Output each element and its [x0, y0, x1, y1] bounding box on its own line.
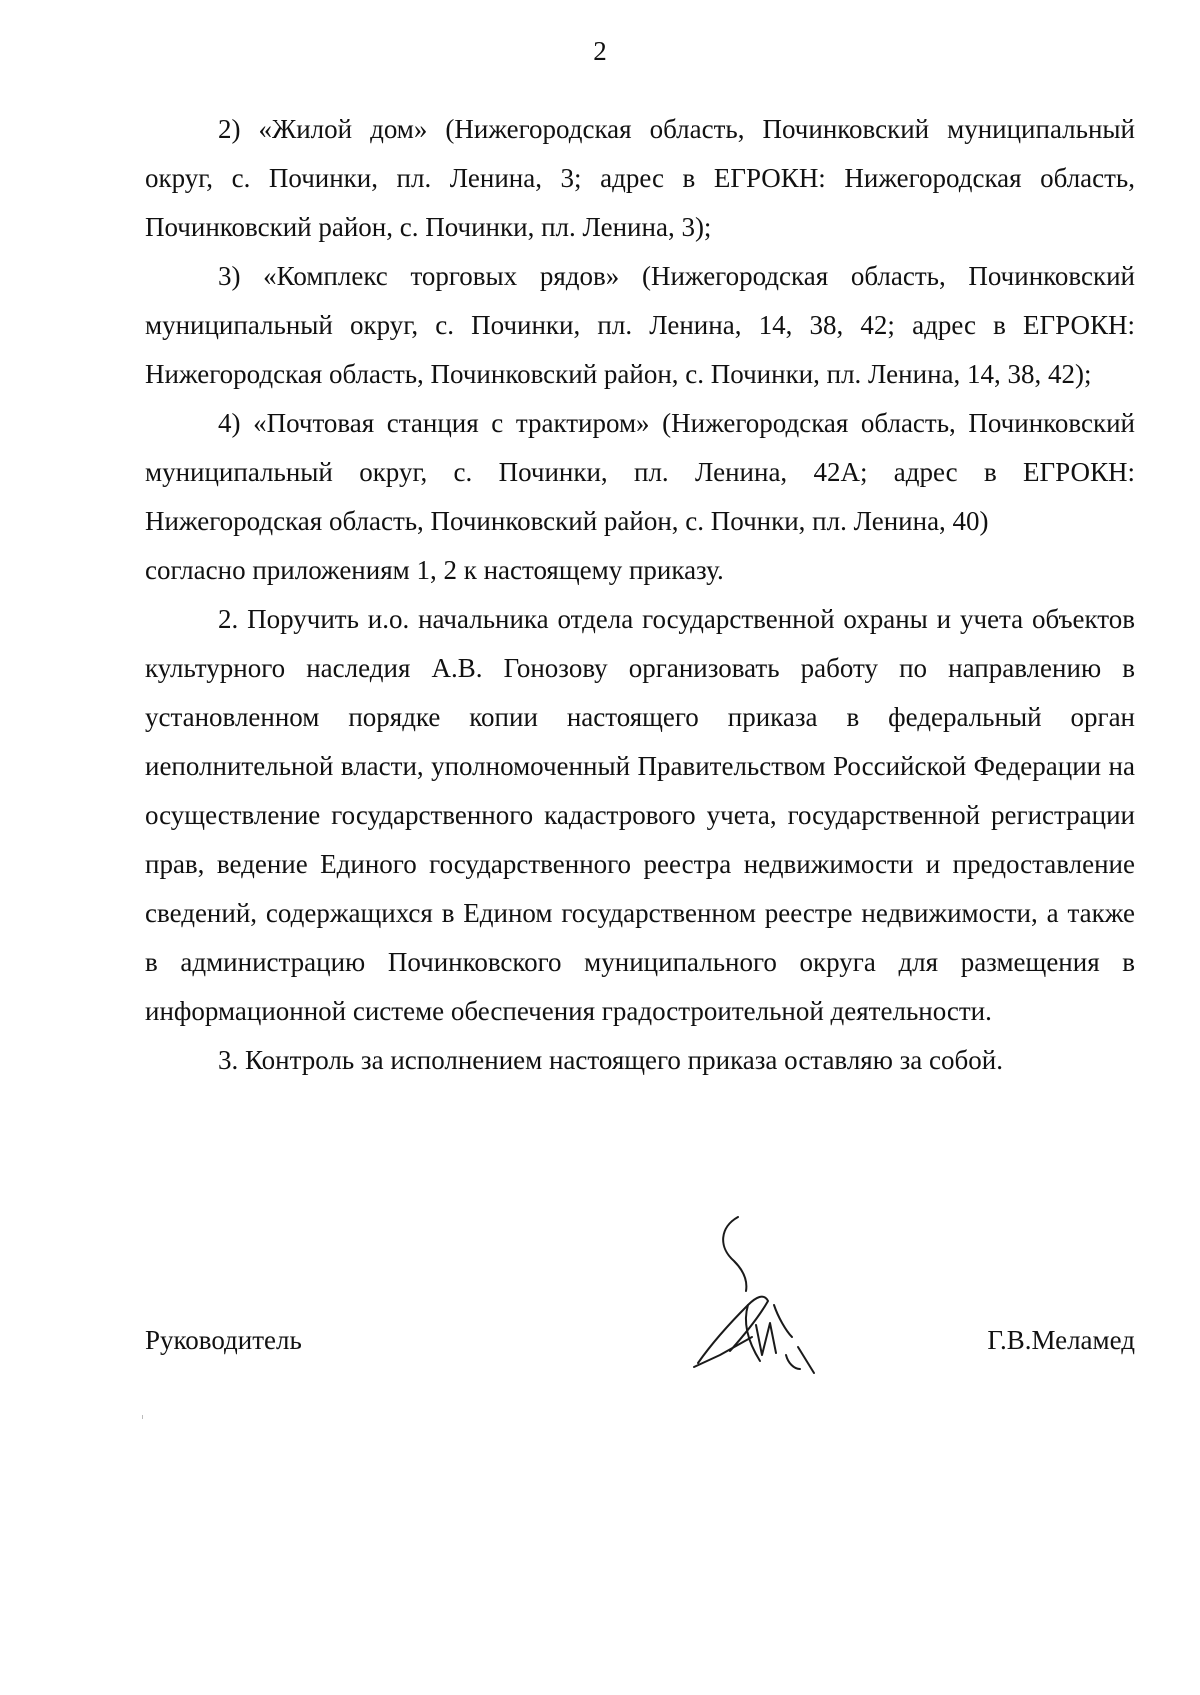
appendix-reference: согласно приложениям 1, 2 к настоящему приказу.: [145, 555, 724, 585]
handwritten-signature-icon: [690, 1205, 840, 1390]
scan-artifact: [142, 1415, 143, 1419]
page-number: 2: [593, 36, 607, 66]
signature-block: [145, 1320, 1135, 1360]
signatory-title: Руководитель: [145, 1325, 302, 1355]
clause-3: 3. Контроль за исполнением настоящего приказа оставляю за собой.: [218, 1045, 1003, 1075]
list-item-residential-house: 2) «Жилой дом» (Нижегородская область, Починковский муниципальный округ, с. Починки, пл. Ленина, 3; адрес в ЕГРОКН: Нижегородская область, Починковский район, с. Починки, пл. Ленина, 3);: [145, 114, 1135, 242]
document-body: [145, 105, 1135, 1085]
list-item-postal-station: 4) «Почтовая станция с трактиром» (Нижегородская область, Починковский муниципальный округ, с. Починки, пл. Ленина, 42А; адрес в ЕГРОКН: Нижегородская область, Починковский район, с. Почнки, пл. Ленина, 40): [145, 408, 1135, 536]
list-item-trading-rows: 3) «Комплекс торговых рядов» (Нижегородская область, Починковский муниципальный округ, с. Починки, пл. Ленина, 14, 38, 42; адрес в ЕГРОКН: Нижегородская область, Починковский район, с. Починки, пл. Ленина, 14, 38, 42);: [145, 261, 1135, 389]
clause-2: 2. Поручить и.о. начальника отдела государственной охраны и учета объектов культурного наследия А.В. Гонозову организовать работу по направлению в установленном порядке копии настоящего приказа в федеральный орган иеполнительной власти, уполномоченный Правительством Российской Федерации на осуществление государственного кадастрового учета, государственной регистрации прав, ведение Единого государственного реестра недвижимости и предоставление сведений, содержащихся в Едином государственном реестре недвижимости, а также в администрацию Починковского муниципального округа для размещения в информационной системе обеспечения градостроительной деятельности.: [145, 604, 1135, 1026]
signatory-name: Г.В.Меламед: [987, 1325, 1135, 1355]
